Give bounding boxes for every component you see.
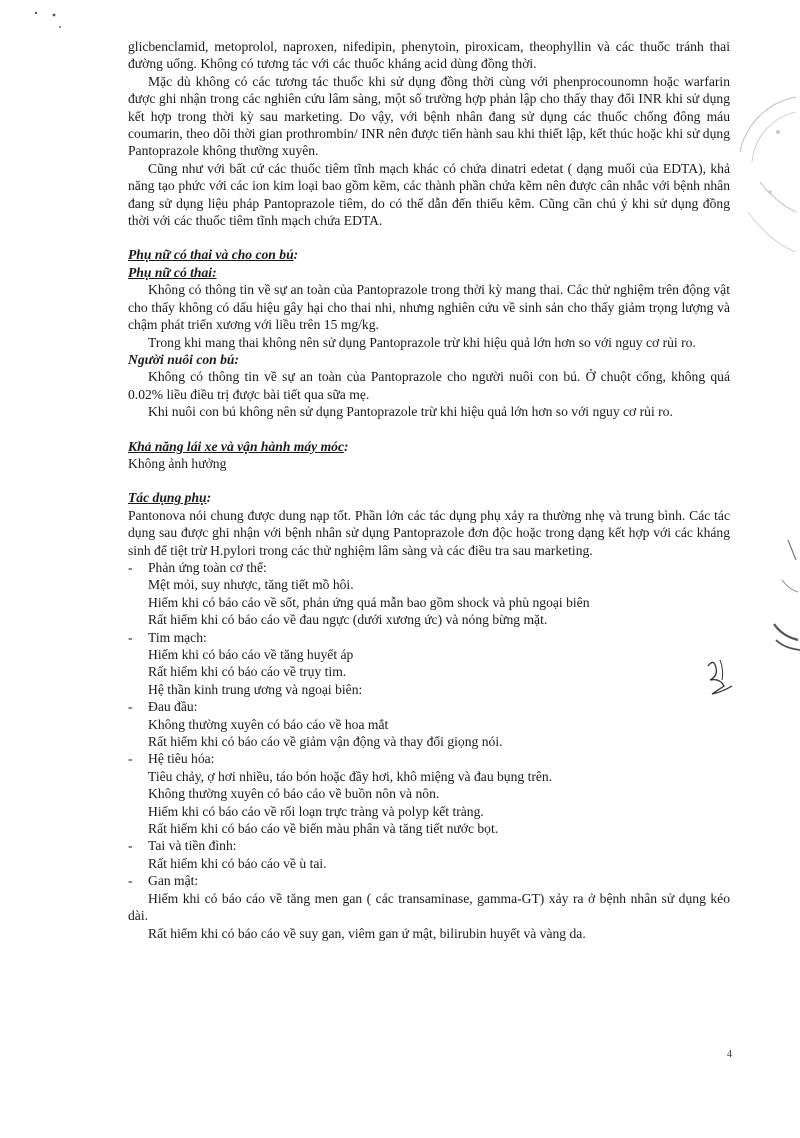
spacer xyxy=(128,229,730,246)
side-effect-item: Rất hiếm khi có báo cáo về trụy tim. xyxy=(148,664,347,680)
side-effect-item: Rất hiếm khi có báo cáo về suy gan, viêm gan ứ mật, bilirubin huyết và vàng da. xyxy=(148,925,586,941)
side-effects-heading: Tác dụng phụ: xyxy=(128,490,212,506)
document-body xyxy=(128,38,730,942)
side-effect-item: Hiếm khi có báo cáo về tăng huyết áp xyxy=(148,647,354,662)
side-effects-intro: Pantonova nói chung được dung nạp tốt. Phần lớn các tác dụng phụ xảy ra thường nhẹ và trung bình. Các tác dụng sau được ghi nhận với bệnh nhân sử dụng Pantoprazole đơn độc hoặc trong dạng kết hợp với các kháng sinh để tiệt trừ H.pylori trong các thử nghiệm lâm sàng và các điều tra sau marketing. xyxy=(128,507,730,558)
interaction-paragraph: glicbenclamid, metoprolol, naproxen, nifedipin, phenytoin, piroxicam, theophyllin và các thuốc tránh thai đường uống. Không có tương tác với các thuốc kháng acid dùng đồng thời. xyxy=(128,39,730,72)
side-effect-item: Tiêu chảy, ợ hơi nhiều, táo bón hoặc đầy hơi, khô miệng và đau bụng trên. xyxy=(148,768,553,784)
side-effect-group-title: - Gan mật: xyxy=(128,873,199,889)
side-effects-list xyxy=(128,559,730,942)
side-effect-group-title: - Hệ tiêu hóa: xyxy=(128,751,215,767)
side-effect-item: Rất hiếm khi có báo cáo về đau ngực (dưới xương ức) và nóng bừng mặt. xyxy=(148,612,548,628)
side-effect-item: Hiếm khi có báo cáo về rối loạn trực tràng và polyp kết tràng. xyxy=(148,803,484,819)
side-effect-group-title: - Tai và tiền đình: xyxy=(128,838,237,854)
scan-specks xyxy=(30,5,70,35)
spacer xyxy=(128,472,730,489)
nursing-paragraph: Không có thông tin về sự an toàn của Pantoprazole cho người nuôi con bú. Ở chuột cống, không quá 0.02% liều điều trị được bài tiết qua sữa mẹ. xyxy=(128,369,730,402)
side-effect-group-title: - Tim mạch: xyxy=(128,629,207,645)
pregnancy-heading: Phụ nữ có thai và cho con bú: xyxy=(128,247,299,263)
side-effect-item: Không thường xuyên có báo cáo về hoa mắt xyxy=(148,716,389,732)
interaction-paragraph: Mặc dù không có các tương tác thuốc khi sử dụng đồng thời cùng với phenprocounomn hoặc warfarin được ghi nhận trong các nghiên cứu lâm sàng, một số trường hợp phản lập cho thấy thay đổi INR khi sử dụng kết hợp trong thời kỳ sau marketing. Do vậy, với bệnh nhân đang sử dụng các thuốc chống đông máu coumarin, theo dõi thời gian prothrombin/ INR nên được tiến hành sau khi thiết lập, kết thúc hoặc khi sử dụng Pantoprazole không thường xuyên. xyxy=(128,73,730,159)
side-effect-item: Mệt mỏi, suy nhược, tăng tiết mồ hôi. xyxy=(148,577,354,593)
side-effect-group-title: - Đau đầu: xyxy=(128,699,198,715)
page-number: 4 xyxy=(727,1049,732,1060)
driving-text: Không ảnh hưởng xyxy=(128,455,227,471)
side-effect-item: Hiếm khi có báo cáo về tăng men gan ( các transaminase, gamma-GT) xảy ra ở bệnh nhân sử dụng kéo dài. xyxy=(128,890,730,924)
side-effect-item: Hệ thần kinh trung ương và ngoại biên: xyxy=(148,681,363,697)
side-effect-item: Không thường xuyên có báo cáo về buồn nôn và nôn. xyxy=(148,786,440,802)
side-effect-group-title: - Phản ứng toàn cơ thể: xyxy=(128,559,267,575)
nursing-subheading: Người nuôi con bú: xyxy=(128,351,239,367)
spacer xyxy=(128,421,730,438)
pregnant-paragraph: Trong khi mang thai không nên sử dụng Pantoprazole trừ khi hiệu quả lớn hơn so với nguy cơ rủi ro. xyxy=(148,334,696,350)
side-effect-item: Rất hiếm khi có báo cáo về ù tai. xyxy=(148,855,327,871)
interaction-paragraph: Cũng như với bất cứ các thuốc tiêm tĩnh mạch khác có chứa dinatri edetat ( dạng muối của EDTA), khả năng tạo phức với các ion kim loại bao gồm kẽm, các thành phần chứa kẽm nên được cân nhắc với bệnh nhân đang sử dụng liệu pháp Pantoprazole tiêm, do có thể dẫn đến thiếu kẽm. Cũng cần chú ý khi sử dụng đồng thời với các thuốc tiêm tĩnh mạch chứa EDTA. xyxy=(128,160,730,229)
nursing-paragraph: Khi nuôi con bú không nên sử dụng Pantoprazole trừ khi hiệu quả lớn hơn so với nguy cơ rủi ro. xyxy=(148,404,673,420)
pregnant-paragraph: Không có thông tin về sự an toàn của Pantoprazole trong thời kỳ mang thai. Các thử nghiệm trên động vật cho thấy không có dấu hiệu gây hại cho thai nhi, nhưng nghiên cứu về sinh sản cho thấy giảm trọng lượng và chậm phát triển xương với liều trên 15 mg/kg. xyxy=(128,282,730,333)
side-effect-item: Rất hiếm khi có báo cáo về biến màu phân và tăng tiết nước bọt. xyxy=(148,821,499,837)
pregnant-subheading: Phụ nữ có thai: xyxy=(128,264,217,280)
driving-heading: Khả năng lái xe và vận hành máy móc: xyxy=(128,438,349,454)
edge-stamp-mark xyxy=(760,540,800,660)
side-effect-item: Rất hiếm khi có báo cáo về giảm vận động và thay đổi giọng nói. xyxy=(148,734,503,750)
side-effect-item: Hiếm khi có báo cáo về sốt, phản ứng quá mẫn bao gồm shock và phù ngoại biên xyxy=(148,594,590,610)
